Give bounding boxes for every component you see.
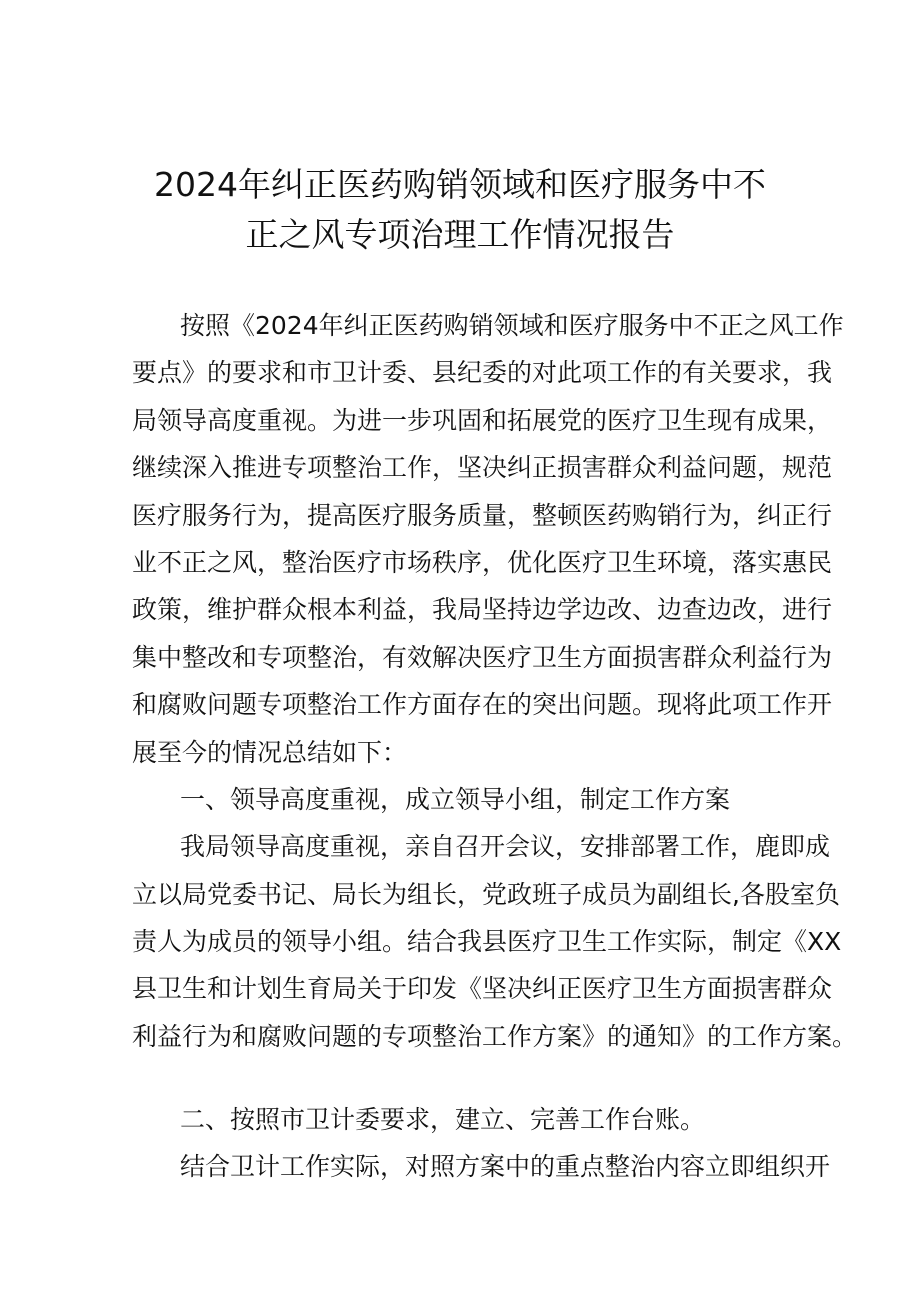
paragraph-line: 展至今的情况总结如下：: [132, 737, 408, 767]
paragraph-line: 按照《2024年纠正医药购销领域和医疗服务中不正之风工作: [180, 311, 844, 340]
title-line: 2024年纠正医药购销领域和医疗服务中不: [154, 165, 766, 204]
report-body: [132, 302, 858, 1060]
section-heading-1: 一、领导高度重视，成立领导小组，制定工作方案: [180, 784, 731, 814]
paragraph-line: 局领导高度重视。为进一步巩固和拓展党的医疗卫生现有成果，: [132, 405, 833, 435]
title-line: 正之风专项治理工作情况报告: [245, 215, 675, 254]
paragraph-line: 我局领导高度重视，亲自召开会议，安排部署工作，鹿即成: [180, 832, 831, 862]
paragraph-line: 利益行为和腐败问题的专项整治工作方案》的通知》的工作方案。: [132, 1021, 858, 1051]
paragraph-line: 业不正之风，整治医疗市场秩序，优化医疗卫生环境，落实惠民: [132, 547, 833, 577]
paragraph-line: 要点》的要求和市卫计委、县纪委的对此项工作的有关要求，我: [132, 358, 833, 388]
paragraph-line: 责人为成员的领导小组。结合我县医疗卫生工作实际，制定《XX: [132, 927, 842, 957]
paragraph-line: 政策，维护群众根本利益，我局坚持边学边改、边查边改，进行: [132, 595, 833, 625]
paragraph-line: 医疗服务行为，提高医疗服务质量，整顿医药购销行为，纠正行: [132, 500, 833, 530]
paragraph-line: 和腐败问题专项整治工作方面存在的突出问题。现将此项工作开: [132, 690, 833, 720]
report-body-continued: [132, 1096, 831, 1191]
paragraph-line: 集中整改和专项整治，有效解决医疗卫生方面损害群众利益行为: [132, 642, 833, 672]
paragraph-line: 继续深入推进专项整治工作，坚决纠正损害群众利益问题，规范: [132, 453, 833, 483]
document-title: [130, 160, 790, 260]
section-heading-2: 二、按照市卫计委要求，建立、完善工作台账。: [180, 1105, 706, 1134]
paragraph-line: 结合卫计工作实际，对照方案中的重点整治内容立即组织开: [180, 1152, 831, 1182]
paragraph-line: 县卫生和计划生育局关于印发《坚决纠正医疗卫生方面损害群众: [132, 974, 833, 1004]
paragraph-line: 立以局党委书记、局长为组长，党政班子成员为副组长,各股室负: [132, 879, 840, 909]
